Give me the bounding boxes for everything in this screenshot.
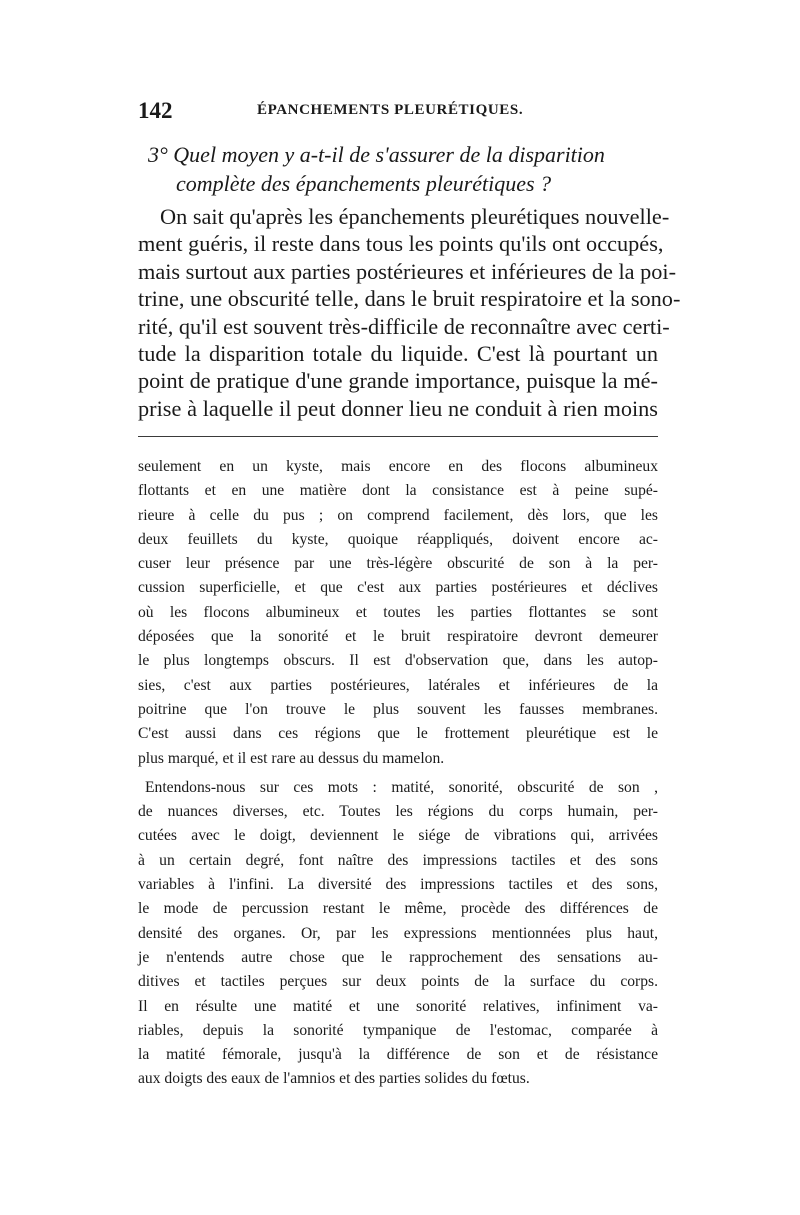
footnote-line: Il en résulte une matité et une sonorité relatives, infiniment va- xyxy=(138,997,658,1015)
section-heading-line: 3° Quel moyen y a-t-il de s'assurer de la disparition xyxy=(148,142,605,167)
footnote-line: sies, c'est aux parties postérieures, latérales et inférieures de la xyxy=(138,676,658,694)
text-line: prise à laquelle il peut donner lieu ne conduit à rien moins xyxy=(138,395,658,421)
footnote-line: de nuances diverses, etc. Toutes les régions du corps humain, per- xyxy=(138,803,658,821)
footnote-line: flottants et en une matière dont la consistance est à peine supé- xyxy=(138,482,658,500)
page-number: 142 xyxy=(138,98,173,123)
footnote-line: cussion superficielle, et que c'est aux parties postérieures et déclives xyxy=(138,579,658,597)
text-line: rité, qu'il est souvent très-difficile de reconnaître avec certi- xyxy=(138,313,670,339)
text-line: On sait qu'après les épanchements pleurétiques nouvelle- xyxy=(160,204,670,229)
running-head xyxy=(138,98,658,124)
footnote-line: ditives et tactiles perçues sur deux points de la surface du corps. xyxy=(138,973,658,991)
footnote-line: cutées avec le doigt, deviennent le siége de vibrations qui, arrivées xyxy=(138,827,658,845)
footnote-paragraph xyxy=(138,455,658,771)
text-line: tude la disparition totale du liquide. C'est là pourtant un xyxy=(138,341,658,367)
footnote-line: Entendons-nous sur ces mots : matité, sonorité, obscurité de son , xyxy=(145,778,658,796)
footnote-line: densité des organes. Or, par les expressions mentionnées plus haut, xyxy=(138,924,658,942)
footnote-line: le plus longtemps obscurs. Il est d'observation que, dans les autop- xyxy=(138,652,658,670)
text-line: trine, une obscurité telle, dans le bruit respiratoire et la sono- xyxy=(138,286,681,312)
footnote-line: seulement en un kyste, mais encore en des flocons albumineux xyxy=(138,458,658,475)
footnote-line: deux feuillets du kyste, quoique réappliqués, doivent encore ac- xyxy=(138,530,658,548)
footnote-line: la matité fémorale, jusqu'à la différence de son et de résistance xyxy=(138,1046,658,1064)
footnote-line: aux doigts des eaux de l'amnios et des parties solides du fœtus. xyxy=(138,1070,530,1088)
footnote-line: poitrine que l'on trouve le plus souvent les fausses membranes. xyxy=(138,700,658,718)
footnote-line: je n'entends autre chose que le rapprochement des sensations au- xyxy=(138,948,658,966)
footnote-line: C'est aussi dans ces régions que le frottement pleurétique est le xyxy=(138,725,658,743)
footnote-line: le mode de percussion restant le même, procède des différences de xyxy=(138,900,658,918)
main-paragraph xyxy=(138,203,681,422)
footnote-line: déposées que la sonorité et le bruit respiratoire devront demeurer xyxy=(138,628,658,646)
footnote-line: cuser leur présence par une très-légère obscurité de son à la per- xyxy=(138,555,658,573)
footnote-line: plus marqué, et il est rare au dessus du mamelon. xyxy=(138,749,445,767)
footnote-line: rieure à celle du pus ; on comprend facilement, dès lors, que les xyxy=(138,506,658,524)
running-title: ÉPANCHEMENTS PLEURÉTIQUES. xyxy=(257,102,524,118)
text-line: point de pratique d'une grande importance, puisque la mé- xyxy=(138,368,658,394)
section-heading xyxy=(148,140,668,198)
footnote-line: où les flocons albumineux et toutes les parties flottantes se sont xyxy=(138,603,658,621)
footnote-line: riables, depuis la sonorité tympanique de l'estomac, comparée à xyxy=(138,1021,658,1039)
section-heading-line: complète des épanchements pleurétiques ? xyxy=(176,171,552,196)
footnote-paragraph xyxy=(138,776,658,1092)
footnote-line: à un certain degré, font naître des impressions tactiles et des sons xyxy=(138,851,658,869)
footnote xyxy=(138,455,658,1092)
footnote-line: variables à l'infini. La diversité des impressions tactiles et des sons, xyxy=(138,876,658,894)
text-line: ment guéris, il reste dans tous les points qu'ils ont occupés, xyxy=(138,231,664,257)
footnote-divider xyxy=(138,436,658,437)
text-line: mais surtout aux parties postérieures et inférieures de la poi- xyxy=(138,258,677,284)
